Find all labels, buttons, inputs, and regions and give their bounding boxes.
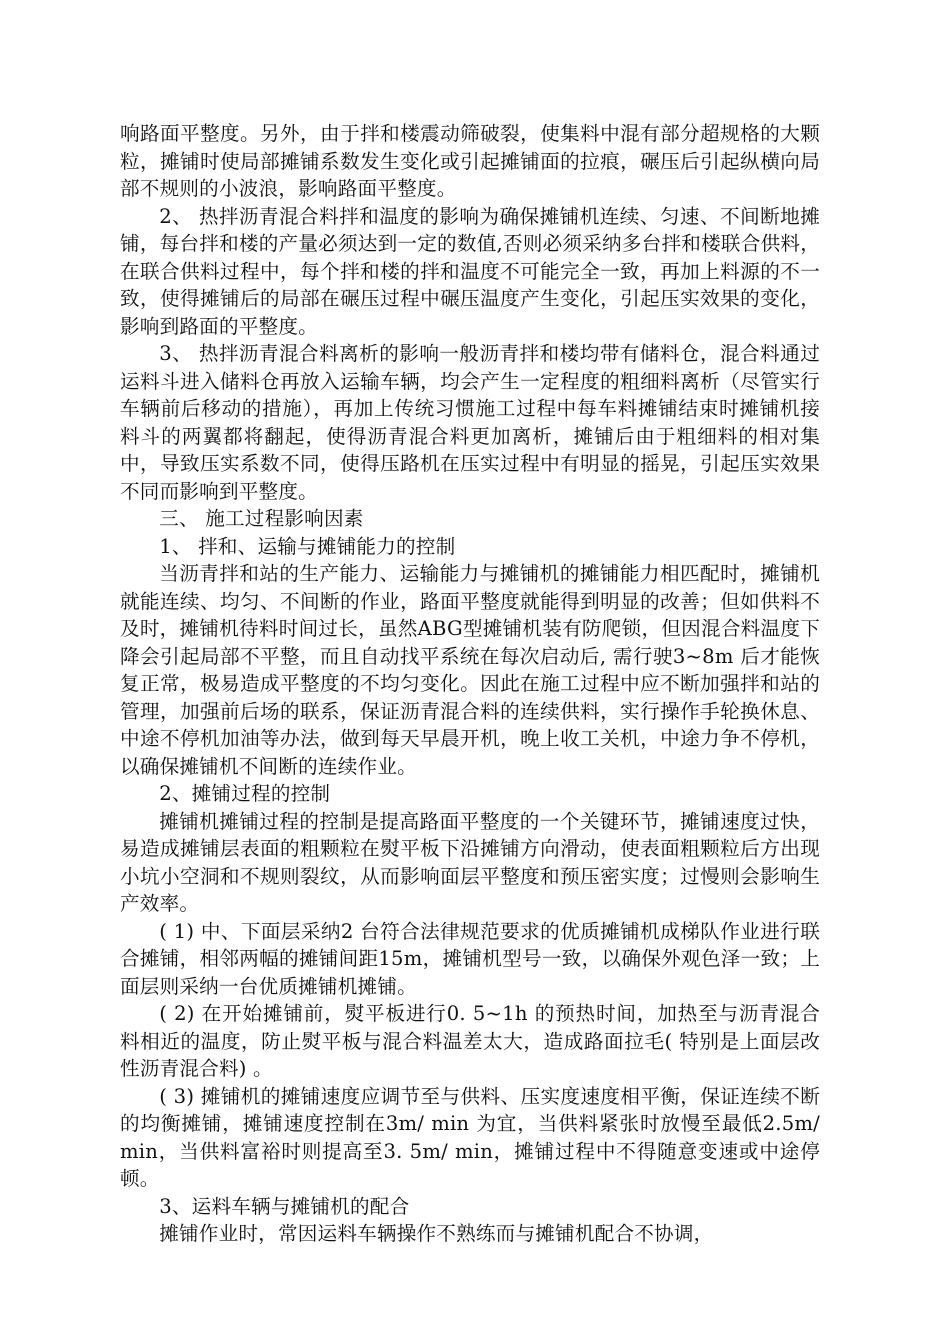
list-item-3: ( 3) 摊铺机的摊铺速度应调节至与供料、压实度速度相平衡，保证连续不断的均衡摊铺，摊铺速度控制在3m/ min 为宜，当供料紧张时放慢至最低2.5m/ min，当供料富裕时则提高至3. 5m/ min，摊铺过程中不得随意变速或中途停顿。 (120, 1084, 820, 1190)
paragraph-truck-coordination: 摊铺作业时，常因运料车辆操作不熟练而与摊铺机配合不协调， (159, 1222, 714, 1245)
section-heading-construction-factors: 三、 施工过程影响因素 (159, 507, 364, 530)
subheading-truck-coordination: 3、运料车辆与摊铺机的配合 (159, 1194, 410, 1218)
subheading-capacity-control: 1、 拌和、运输与摊铺能力的控制 (159, 534, 456, 558)
subheading-paving-control: 2、摊铺过程的控制 (159, 782, 331, 805)
paragraph-capacity-control: 当沥青拌和站的生产能力、运输能力与摊铺机的摊铺能力相匹配时，摊铺机就能连续、均匀、不间断的作业，路面平整度就能得到明显的改善；但如供料不及时，摊铺机待料时间过长，虽然ABG型摊铺机装有防爬锁，但因混合料温度下降会引起局部不平整，而且自动找平系统在每次启动后, 需行驶3~8m 后才能恢复正常，极易造成平整度的不均匀变化。因此在施工过程中应不断加强拌和站的管理，加强前后场的联系，保证沥青混合料的连续供料，实行操作手轮换休息、中途不停机加油等办法，做到每天早晨开机，晚上收工关机，中途力争不停机，以确保摊铺机不间断的连续作业。 (120, 562, 820, 778)
document-page (120, 120, 820, 1248)
list-item-2: ( 2) 在开始摊铺前，熨平板进行0. 5~1h 的预热时间，加热至与沥青混合料相近的温度，防止熨平板与混合料温差太大，造成路面拉毛( 特别是上面层改性沥青混合料) 。 (120, 1002, 820, 1080)
paragraph-continuation: 响路面平整度。另外，由于拌和楼震动筛破裂，使集料中混有部分超规格的大颗粒，摊铺时使局部摊铺系数发生变化或引起摊铺面的拉痕，碾压后引起纵横向局部不规则的小波浪，影响路面平整度。 (120, 122, 820, 200)
paragraph-paving-control: 摊铺机摊铺过程的控制是提高路面平整度的一个关键环节，摊铺速度过快，易造成摊铺层表面的粗颗粒在熨平板下沿摊铺方向滑动，使表面粗颗粒后方出现小坑小空洞和不规则裂纹，从而影响面层平整度和预压密实度；过慢则会影响生产效率。 (120, 809, 820, 915)
list-item-1: ( 1) 中、下面层采纳2 台符合法律规范要求的优质摊铺机成梯队作业进行联合摊铺，相邻两幅的摊铺间距15m，摊铺机型号一致，以确保外观色泽一致；上面层则采纳一台优质摊铺机摊铺。 (120, 919, 820, 998)
paragraph-segregation: 3、 热拌沥青混合料离析的影响一般沥青拌和楼均带有储料仓，混合料通过运料斗进入储料仓再放入运输车辆，均会产生一定程度的粗细料离析（尽管实行车辆前后移动的措施），再加上传统习惯施工过程中每车料摊铺结束时摊铺机接料斗的两翼都将翻起，使得沥青混合料更加离析，摊铺后由于粗细料的相对集中，导致压实系数不同，使得压路机在压实过程中有明显的摇晃，引起压实效果不同而影响到平整度。 (120, 342, 820, 503)
paragraph-mixing-temperature: 2、 热拌沥青混合料拌和温度的影响为确保摊铺机连续、匀速、不间断地摊铺，每台拌和楼的产量必须达到一定的数值,否则必须采纳多台拌和楼联合供料，在联合供料过程中，每个拌和楼的拌和温度不可能完全一致，再加上料源的不一致，使得摊铺后的局部在碾压过程中碾压温度产生变化，引起压实效果的变化，影响到路面的平整度。 (120, 204, 820, 338)
